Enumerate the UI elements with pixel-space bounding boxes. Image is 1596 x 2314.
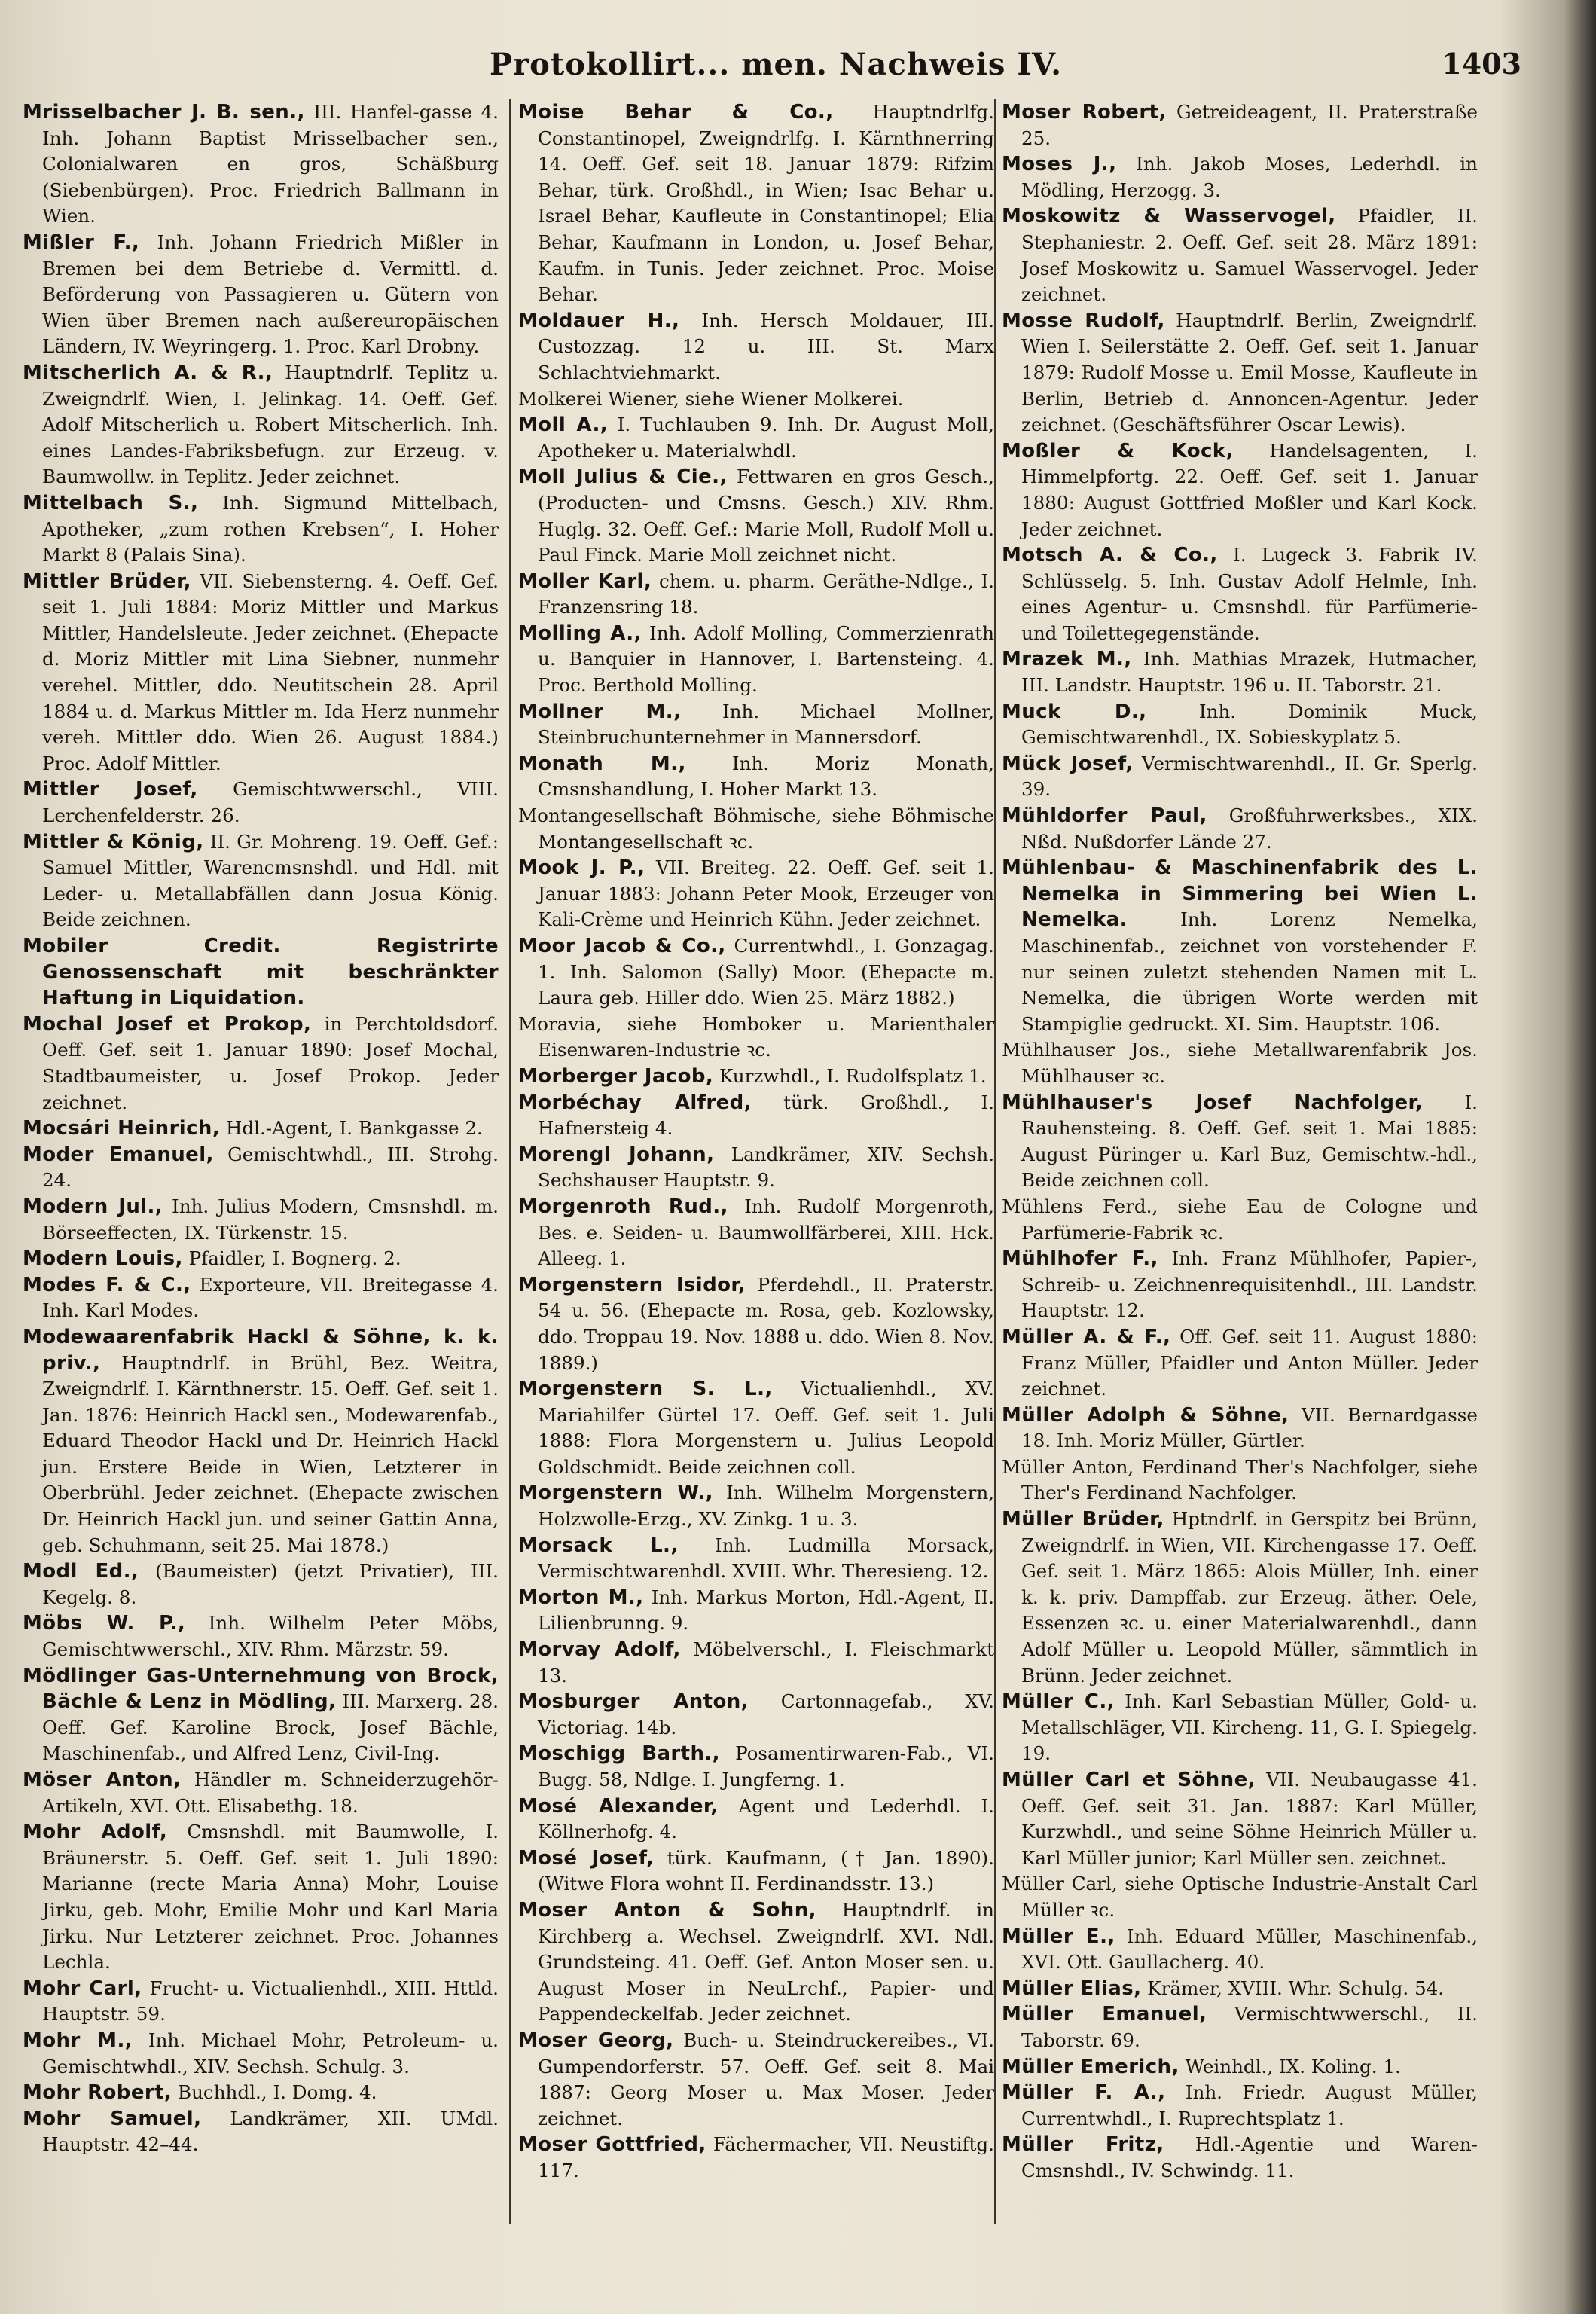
entry-text: Fächermacher, VII. Neustiftg. 117. (538, 2133, 994, 2181)
entry-name: Moschigg Barth., (518, 1742, 720, 1766)
entry-text: VII. Bernardgasse 18. Inh. Moriz Müller, Gürtler. (1021, 1403, 1478, 1452)
directory-entry (1002, 99, 1478, 151)
entry-text: Inh. Karl Sebastian Müller, Gold- u. Metallschläger, VII. Kircheng. 11, G. I. Spiegelg. 19. (1021, 1690, 1478, 1765)
entry-text: Hauptndrlf. in Brühl, Bez. Weitra, Zweigndrlf. I. Kärnthnerstr. 15. Oeff. Gef. seit 1. Jan. 1876: Heinrich Hackl sen., Modewarenfab., Eduard Theodor Hackl und Dr. Heinrich Hackl jun. Erstere Beide in Wien, Letzterer in Oberbrühl. Jeder zeichnet. (Ehepacte zwischen Dr. Heinrich Hackl jun. und seiner Gattin Anna, geb. Schuhmann, seit 25. Mai 1878.) (42, 1351, 499, 1556)
entry-name: Mohr M., (23, 2029, 133, 2052)
directory-entry (518, 1272, 994, 1376)
running-title: Protokollirt... men. Nachweis IV. (489, 47, 1063, 82)
directory-entry (23, 1116, 499, 1142)
entry-name: Möser Anton, (23, 1769, 182, 1791)
entry-name: Moser Georg, (518, 2029, 674, 2052)
entry-text: VII. Neubaugasse 41. Oeff. Gef. seit 31. Jan. 1887: Karl Müller, Kurzwhdl., und seine Söhne Heinrich Müller u. Karl Müller junior; Karl Müller sen. zeichnet. (1021, 1769, 1478, 1869)
entry-text: Kurzwhdl., I. Rudolfsplatz 1. (719, 1064, 987, 1087)
entry-text: in Perchtoldsdorf. Oeff. Gef. seit 1. Januar 1890: Josef Mochal, Stadtbaumeister, u. Josef Prokop. Jeder zeichnet. (42, 1012, 499, 1113)
entry-name: Mollner M., (518, 700, 682, 723)
entry-name: Mißler F., (23, 230, 140, 254)
directory-entry (23, 99, 499, 230)
directory-entry (518, 1689, 994, 1741)
entry-text: Inh. Johann Friedrich Mißler in Bremen bei dem Betriebe d. Vermittl. d. Beförderung von Passagieren u. Gütern von Wien über Bremen nach außereuropäischen Ländern, IV. Weyringerg. 1. Proc. Karl Drobny. (42, 230, 499, 358)
entry-name: Moskowitz & Wasservogel, (1002, 205, 1336, 228)
entry-text: türk. Großhdl., I. Hafnersteig 4. (538, 1091, 994, 1140)
entry-text: Hauptndrlf. Teplitz u. Zweigndrlf. Wien, I. Jelinkag. 14. Oeff. Gef. Adolf Mitscherlich u. Robert Mitscherlich. Inh. eines Landes-Fabriksbefugn. zur Erzeug. v. Baumwollw. in Teplitz. Jeder zeichnet. (42, 361, 499, 488)
entry-name: Modern Louis, (23, 1247, 183, 1271)
entry-text: Krämer, XVIII. Whr. Schulg. 54. (1147, 1977, 1445, 1999)
entry-name: Mrazek M., (1002, 648, 1132, 671)
entry-text: Inh. Michael Mollner, Steinbruchunternehmer in Mannersdorf. (538, 700, 994, 749)
directory-entry (518, 855, 994, 933)
entry-text: Inh. Sigmund Mittelbach, Apotheker, „zum rothen Krebsen“, I. Hoher Markt 8 (Palais Sina). (42, 491, 499, 566)
entry-name: Moll A., (518, 414, 609, 437)
directory-entry (1002, 646, 1478, 698)
directory-entry (23, 1324, 499, 1558)
entry-text: Müller Anton, Ferdinand Ther's Nachfolger, siehe Ther's Ferdinand Nachfolger. (1002, 1455, 1478, 1504)
entry-text: Inh. Wilhelm Peter Möbs, Gemischtwwerschl., XIV. Rhm. Märzstr. 59. (42, 1612, 499, 1661)
entry-text: Agent und Lederhdl. I. Köllnerhofg. 4. (538, 1794, 994, 1843)
directory-entry (23, 777, 499, 829)
entry-name: Monath M., (518, 752, 686, 775)
directory-entry (1002, 1689, 1478, 1767)
entry-text: Inh. Ludmilla Morsack, Vermischtwarenhdl. XVIII. Whr. Theresieng. 12. (538, 1534, 994, 1583)
entry-text: Handelsagenten, I. Himmelpfortg. 22. Oeff. Gef. seit 1. Januar 1880: August Gottfried Moßler und Karl Kock. Jeder zeichnet. (1021, 439, 1478, 540)
directory-entry (518, 1142, 994, 1194)
directory-entry (23, 829, 499, 933)
entry-name: Morsack L., (518, 1534, 679, 1557)
entry-name: Mödlinger Gas-Unternehmung von Brock, Bächle & Lenz in Mödling, (23, 1664, 499, 1714)
directory-entry (518, 99, 994, 308)
entry-text: Hdl.-Agent, I. Bankgasse 2. (225, 1117, 483, 1140)
directory-entry (23, 1194, 499, 1246)
directory-entry (1002, 2132, 1478, 2184)
entry-text: VII. Breiteg. 22. Oeff. Gef. seit 1. Januar 1883: Johann Peter Mook, Erzeuger von Kali-Crème und Heinrich Kühn. Jeder zeichnet. (538, 856, 994, 931)
entry-name: Müller Fritz, (1002, 2133, 1164, 2157)
entry-name: Mittelbach S., (23, 491, 199, 514)
entry-text: Moravia, siehe Homboker u. Marienthaler Eisenwaren-Industrie ꝛc. (518, 1012, 994, 1061)
entry-name: Modes F. & C., (23, 1273, 191, 1296)
entry-name: Mitscherlich A. & R., (23, 361, 273, 384)
directory-entry (518, 1741, 994, 1793)
directory-entry (1002, 438, 1478, 542)
directory-entry (1002, 308, 1478, 438)
directory-entry (23, 230, 499, 360)
entry-name: Moder Emanuel, (23, 1143, 214, 1166)
entry-text: Vermischtwarenhdl., II. Gr. Sperlg. 39. (1021, 752, 1478, 801)
directory-entry (1002, 1246, 1478, 1324)
directory-entry (1002, 1767, 1478, 1871)
entry-name: Mühldorfer Paul, (1002, 804, 1207, 828)
column-divider (994, 99, 996, 2224)
entry-text: VII. Siebensterng. 4. Oeff. Gef. seit 1. Juli 1884: Moriz Mittler und Markus Mittler, Handelsleute. Jeder zeichnet. (Ehepacte d. Moriz Mittler mit Lina Siebner, nunmehr verehel. Mittler, ddo. Neutitschein 28. April 1884 u. d. Markus Mittler m. Ida Herz nunmehr vereh. Mittler ddo. Wien 26. August 1884.) Proc. Adolf Mittler. (42, 569, 499, 774)
entry-text: Inh. Michael Mohr, Petroleum- u. Gemischtwhdl., XIV. Sechsh. Schulg. 3. (42, 2029, 499, 2077)
directory-entry (23, 1610, 499, 1662)
entry-text: I. Lugeck 3. Fabrik IV. Schlüsselg. 5. Inh. Gustav Adolf Helmle, Inh. eines Agentur- u. Cmsnshdl. für Parfümerie- und Toilettegegenstände. (1021, 544, 1478, 644)
entry-name: Morbéchay Alfred, (518, 1091, 752, 1114)
entry-name: Morgenstern S. L., (518, 1378, 773, 1401)
entry-text: Inh. Moriz Monath, Cmsnshandlung, I. Hoher Markt 13. (538, 752, 994, 801)
directory-entry (23, 1558, 499, 1610)
entry-name: Müller Brüder, (1002, 1508, 1164, 1531)
entry-text: Gemischtwwerschl., VIII. Lerchenfelderstr. 26. (42, 778, 499, 827)
entry-name: Morgenstern Isidor, (518, 1273, 746, 1296)
entry-text: Posamentirwaren-Fab., VI. Bugg. 58, Ndlge. I. Jungferng. 1. (538, 1742, 994, 1790)
entry-name: Müller E., (1002, 1925, 1115, 1948)
directory-entry (1002, 1037, 1478, 1089)
entry-text: Inh. Eduard Müller, Maschinenfab., XVI. Ott. Gaullacherg. 40. (1021, 1925, 1478, 1974)
entry-name: Mittler Brüder, (23, 569, 191, 593)
entry-name: Moßler & Kock, (1002, 439, 1234, 462)
column-1 (23, 99, 499, 2276)
entry-text: Victualienhdl., XV. Mariahilfer Gürtel 17. Oeff. Gef. seit 1. Juli 1888: Flora Morgenstern u. Julius Leopold Goldschmidt. Beide zeichnen coll. (538, 1378, 994, 1478)
entry-text: I. Tuchlauben 9. Inh. Dr. August Moll, Apotheker u. Materialwhdl. (538, 414, 994, 462)
directory-entry (1002, 803, 1478, 855)
directory-entry (1002, 1194, 1478, 1246)
entry-name: Motsch A. & Co., (1002, 544, 1218, 567)
directory-entry (1002, 151, 1478, 203)
entry-name: Mosse Rudolf, (1002, 309, 1165, 332)
directory-entry (518, 1585, 994, 1637)
entry-name: Modern Jul., (23, 1195, 163, 1218)
directory-entry (1002, 1455, 1478, 1507)
entry-text: Müller Carl, siehe Optische Industrie-Anstalt Carl Müller ꝛc. (1002, 1873, 1478, 1921)
entry-name: Mochal Josef et Prokop, (23, 1012, 312, 1036)
entry-name: Mosé Alexander, (518, 1794, 719, 1818)
entry-text: Inh. Julius Modern, Cmsnshdl. m. Börseeffecten, IX. Türkenstr. 15. (42, 1195, 499, 1244)
entry-name: Möbs W. P., (23, 1612, 186, 1635)
entry-name: Müller Emanuel, (1002, 2003, 1207, 2026)
page-number: 1403 (1442, 47, 1521, 81)
entry-text: Pfaidler, II. Stephaniestr. 2. Oeff. Gef. seit 28. März 1891: Josef Moskowitz u. Samuel Wasservogel. Jeder zeichnet. (1021, 205, 1478, 306)
directory-entry (23, 569, 499, 777)
directory-entry (518, 1637, 994, 1689)
entry-name: Moldauer H., (518, 309, 680, 332)
column-divider (509, 99, 511, 2224)
entry-text: Inh. Markus Morton, Hdl.-Agent, II. Lilienbrunng. 9. (538, 1586, 994, 1635)
entry-text: Off. Gef. seit 11. August 1880: Franz Müller, Pfaidler und Anton Müller. Jeder zeichnet. (1021, 1325, 1478, 1400)
entry-name: Morgenroth Rud., (518, 1195, 728, 1218)
entry-text: Fettwaren en gros Gesch., (Producten- und Cmsns. Gesch.) XIV. Rhm. Huglg. 32. Oeff. Gef.: Marie Moll, Rudolf Moll u. Paul Finck. Marie Moll zeichnet nicht. (538, 466, 994, 566)
entry-name: Mohr Adolf, (23, 1821, 168, 1844)
entry-text: türk. Kaufmann, († Jan. 1890). (Witwe Flora wohnt II. Ferdinandsstr. 13.) (538, 1846, 994, 1895)
directory-entry (518, 2132, 994, 2184)
entry-text: Weinhdl., IX. Koling. 1. (1185, 2055, 1401, 2077)
entry-text: Vermischtwwerschl., II. Taborstr. 69. (1021, 2003, 1478, 2051)
entry-text: Hptndrlf. in Gerspitz bei Brünn, Zweigndrlf. in Wien, VII. Kirchengasse 17. Oeff. Gef. seit 1. März 1865: Alois Müller, Inh. einer k. k. priv. Dampffab. zur Erzeug. äther. Oele, Essenzen ꝛc. u. einer Materialwarenhdl., dann Adolf Müller u. Leopold Müller, sämmtlich in Brünn. Jeder zeichnet. (1021, 1508, 1478, 1687)
entry-name: Modl Ed., (23, 1560, 139, 1583)
directory-entry (1002, 699, 1478, 751)
entry-name: Morberger Jacob, (518, 1064, 714, 1088)
entry-text: Exporteure, VII. Breitegasse 4. Inh. Karl Modes. (42, 1273, 499, 1322)
directory-entry (23, 1246, 499, 1272)
directory-entry (518, 386, 994, 413)
entry-name: Mrisselbacher J. B. sen., (23, 101, 305, 124)
entry-text: Inh. Franz Mühlhofer, Papier-, Schreib- u. Zeichnenrequisitenhdl., III. Landstr. Hauptstr. 12. (1021, 1247, 1478, 1322)
entry-name: Müller Emerich, (1002, 2055, 1179, 2078)
entry-name: Müller F. A., (1002, 2081, 1166, 2105)
entry-name: Moor Jacob & Co., (518, 935, 726, 957)
directory-entry (1002, 1976, 1478, 2002)
column-3 (1002, 99, 1478, 2276)
entry-text: Inh. Lorenz Nemelka, Maschinenfab., zeichnet von vorstehender F. nur seinen zuletzt stehenden Namen mit L. Nemelka, die übrigen Worte werden mit Stampiglie gedruckt. XI. Sim. Hauptstr. 106. (1021, 908, 1478, 1035)
entry-text: Inh. Wilhelm Morgenstern, Holzwolle-Erzg., XV. Zinkg. 1 u. 3. (538, 1482, 994, 1531)
directory-entry (1002, 2054, 1478, 2080)
directory-entry (23, 490, 499, 569)
directory-entry (518, 1897, 994, 2028)
entry-text: Möbelverschl., I. Fleischmarkt 13. (538, 1638, 994, 1687)
entry-text: Landkrämer, XII. UMdl. Hauptstr. 42–44. (42, 2107, 499, 2156)
entry-name: Mittler Josef, (23, 778, 198, 801)
entry-name: Müller Adolph & Söhne, (1002, 1403, 1289, 1427)
directory-entry (23, 1142, 499, 1194)
entry-text: III. Marxerg. 28. Oeff. Gef. Karoline Brock, Josef Bächle, Maschinenfab., und Alfred Lenz, Civil-Ing. (42, 1690, 499, 1765)
entry-text: (Baumeister) (jetzt Privatier), III. Kegelg. 8. (42, 1560, 499, 1608)
entry-name: Mohr Robert, (23, 2081, 172, 2105)
entry-text: Hauptndrlf. in Kirchberg a. Wechsel. Zweigndrlf. XVI. Ndl. Grundsteing. 41. Oeff. Gef. Anton Moser sen. u. August Moser in NeuLrchf., Papier- und Pappendeckelfab. Jeder zeichnet. (538, 1898, 994, 2026)
entry-text: Inh. Jakob Moses, Lederhdl. in Mödling, Herzogg. 3. (1021, 153, 1478, 201)
directory-entry (23, 1976, 499, 2028)
entry-text: Hdl.-Agentie und Waren-Cmsnshdl., IV. Schwindg. 11. (1021, 2133, 1478, 2181)
entry-text: Cartonnagefab., XV. Victoriag. 14b. (538, 1690, 994, 1739)
directory-entry (1002, 542, 1478, 646)
entry-name: Mühlhofer F., (1002, 1247, 1158, 1271)
entry-text: Händler m. Schneiderzugehör-Artikeln, XVI. Ott. Elisabethg. 18. (42, 1769, 499, 1817)
column-2 (518, 99, 994, 2276)
entry-text: Großfuhrwerksbes., XIX. Nßd. Nußdorfer Lände 27. (1021, 804, 1478, 853)
directory-entry (518, 1794, 994, 1845)
entry-text: Gemischtwhdl., III. Strohg. 24. (42, 1143, 499, 1192)
entry-text: II. Gr. Mohreng. 19. Oeff. Gef.: Samuel Mittler, Warencmsnshdl. und Hdl. mit Leder- u. Metallabfällen dann Josua König. Beide zeichnen. (42, 830, 499, 931)
directory-entry (518, 569, 994, 621)
entry-name: Moser Robert, (1002, 101, 1167, 124)
directory-entry (518, 621, 994, 699)
entry-text: Inh. Rudolf Morgenroth, Bes. e. Seiden- u. Baumwollfärberei, XIII. Hck. Alleeg. 1. (538, 1195, 994, 1270)
entry-name: Mook J. P., (518, 856, 645, 880)
directory-entry (518, 1012, 994, 1064)
entry-name: Morvay Adolf, (518, 1638, 681, 1662)
entry-name: Moller Karl, (518, 569, 652, 593)
directory-entry (23, 1819, 499, 1976)
entry-text: Pfaidler, I. Bognerg. 2. (188, 1247, 401, 1270)
directory-entry (518, 803, 994, 855)
entry-text: Landkrämer, XIV. Sechsh. Sechshauser Hauptstr. 9. (538, 1143, 994, 1192)
entry-name: Morgenstern W., (518, 1482, 713, 1505)
entry-text: Mühlens Ferd., siehe Eau de Cologne und Parfümerie-Fabrik ꝛc. (1002, 1195, 1478, 1244)
entry-text: Hauptndrlf. Berlin, Zweigndrlf. Wien I. Seilerstätte 2. Oeff. Gef. seit 1. Januar 1879: Rudolf Mosse u. Emil Mosse, Kaufleute in Berlin, Betrieb d. Annoncen-Agentur. Jeder zeichnet. (Geschäftsführer Oscar Lewis). (1021, 309, 1478, 436)
directory-entry (518, 751, 994, 803)
directory-entry (518, 1064, 994, 1090)
directory-entry (23, 1012, 499, 1116)
entry-name: Moser Gottfried, (518, 2133, 706, 2157)
directory-entry (1002, 855, 1478, 1037)
directory-entry (518, 1090, 994, 1142)
entry-text: Hauptndrlfg. Constantinopel, Zweigndrlfg. I. Kärnthnerring 14. Oeff. Gef. seit 18. Januar 1879: Rifzim Behar, türk. Großhdl., in Wien; Isac Behar u. Israel Behar, Kaufleute in Constantinopel; Elia Behar, Kaufmann in London, u. Josef Behar, Kaufm. in Tunis. Jeder zeichnet. Proc. Moise Behar. (538, 101, 994, 306)
directory-entry (1002, 2001, 1478, 2053)
entry-text: III. Hanfel-gasse 4. Inh. Johann Baptist Mrisselbacher sen., Colonialwaren en gros, Schäßburg (Siebenbürgen). Proc. Friedrich Ballmann in Wien. (42, 101, 499, 227)
entry-text: Inh. Dominik Muck, Gemischtwarenhdl., IX. Sobieskyplatz 5. (1021, 700, 1478, 749)
entry-name: Moses J., (1002, 153, 1117, 176)
entry-text: Buchhdl., I. Domg. 4. (178, 2081, 377, 2104)
directory-entry (23, 2106, 499, 2158)
entry-text: Inh. Hersch Moldauer, III. Custozzag. 12 u. III. St. Marx Schlachtviehmarkt. (538, 309, 994, 383)
entry-name: Mohr Carl, (23, 1977, 142, 2000)
directory-entry (1002, 2080, 1478, 2132)
directory-entry (518, 464, 994, 568)
directory-entry (1002, 203, 1478, 307)
directory-entry (23, 360, 499, 490)
directory-entry (23, 1767, 499, 1819)
directory-entry (1002, 1871, 1478, 1923)
directory-entry (518, 308, 994, 386)
directory-entry (23, 933, 499, 1012)
entry-name: Modewaarenfabrik Hackl & Söhne, k. k. priv., (23, 1325, 499, 1375)
directory-entry (1002, 1507, 1478, 1689)
entry-text: Cmsnshdl. mit Baumwolle, I. Bräunerstr. 5. Oeff. Gef. seit 1. Juli 1890: Marianne (recte Maria Anna) Mohr, Louise Jirku, geb. Mohr, Emilie Mohr und Karl Maria Jirku. Nur Letzterer zeichnet. Proc. Johannes Lechla. (42, 1821, 499, 1974)
directory-entry (1002, 1403, 1478, 1455)
entry-text: chem. u. pharm. Geräthe-Ndlge., I. Franzensring 18. (538, 569, 994, 618)
entry-name: Müller Carl et Söhne, (1002, 1769, 1256, 1791)
directory-entry (23, 1272, 499, 1324)
entry-text: Getreideagent, II. Praterstraße 25. (1021, 101, 1478, 149)
entry-name: Molling A., (518, 621, 642, 645)
directory-entry (518, 1533, 994, 1585)
directory-entry (518, 1845, 994, 1897)
entry-name: Morton M., (518, 1586, 644, 1609)
entry-name: Moser Anton & Sohn, (518, 1898, 816, 1922)
entry-text: Inh. Friedr. August Müller, Currentwhdl., I. Ruprechtsplatz 1. (1021, 2081, 1478, 2129)
entry-name: Mosburger Anton, (518, 1690, 749, 1714)
directory-entry (1002, 1090, 1478, 1194)
entry-name: Morengl Johann, (518, 1143, 715, 1166)
entry-text: Currentwhdl., I. Gonzagag. 1. Inh. Salomon (Sally) Moor. (Ehepacte m. Laura geb. Hiller ddo. Wien 25. März 1882.) (538, 935, 994, 1009)
entry-name: Müller A. & F., (1002, 1325, 1171, 1348)
directory-entry (518, 412, 994, 464)
directory-entry (518, 1480, 994, 1532)
directory-entry (23, 2028, 499, 2080)
entry-name: Mosé Josef, (518, 1846, 655, 1870)
directory-entry (518, 1376, 994, 1480)
directory-entry (1002, 1924, 1478, 1976)
entry-text: Buch- u. Steindruckereibes., VI. Gumpendorferstr. 57. Oeff. Gef. seit 8. Mai 1887: Georg Moser u. Max Moser. Jeder zeichnet. (538, 2029, 994, 2129)
directory-entry (23, 1663, 499, 1767)
entry-name: Mocsári Heinrich, (23, 1117, 221, 1140)
entry-name: Mohr Samuel, (23, 2107, 202, 2130)
entry-text: Inh. Adolf Molling, Commerzienrath u. Banquier in Hannover, I. Bartensteing. 4. Proc. Berthold Molling. (538, 621, 994, 697)
entry-text: Frucht- u. Victualienhdl., XIII. Httld. Hauptstr. 59. (42, 1977, 499, 2026)
page-header (30, 44, 1521, 96)
entry-name: Moise Behar & Co., (518, 101, 834, 124)
directory-entry (518, 1194, 994, 1272)
entry-name: Moll Julius & Cie., (518, 466, 728, 489)
entry-text: Pferdehdl., II. Praterstr. 54 u. 56. (Ehepacte m. Rosa, geb. Kozlowsky, ddo. Troppau 19. Nov. 1888 u. ddo. Wien 8. Nov. 1889.) (538, 1273, 994, 1374)
entry-text: Montangesellschaft Böhmische, siehe Böhmische Montangesellschaft ꝛc. (518, 804, 994, 853)
directory-entry (518, 699, 994, 751)
directory-entry (23, 2080, 499, 2106)
entry-name: Mittler & König, (23, 830, 204, 853)
entry-name: Müller C., (1002, 1690, 1115, 1714)
directory-entry (518, 2028, 994, 2132)
entry-name: Mück Josef, (1002, 752, 1134, 775)
entry-text: Mühlhauser Jos., siehe Metallwarenfabrik Jos. Mühlhauser ꝛc. (1002, 1039, 1478, 1087)
directory-entry (1002, 1324, 1478, 1403)
entry-name: Mobiler Credit. Registrirte Genossenschaft mit beschränkter Haftung in Liquidation. (23, 935, 499, 1010)
entry-text: Inh. Mathias Mrazek, Hutmacher, III. Landstr. Hauptstr. 196 u. II. Taborstr. 21. (1021, 648, 1478, 697)
entry-name: Müller Elias, (1002, 1977, 1142, 2000)
entry-name: Muck D., (1002, 700, 1147, 723)
entry-name: Mühlenbau- & Maschinenfabrik des L. Nemelka in Simmering bei Wien L. Nemelka. (1002, 856, 1478, 932)
entry-name: Mühlhauser's Josef Nachfolger, (1002, 1091, 1424, 1114)
directory-entry (1002, 751, 1478, 803)
entry-text: I. Rauhensteing. 8. Oeff. Gef. seit 1. Mai 1885: August Püringer u. Karl Buz, Gemischtw.-hdl., Beide zeichnen coll. (1021, 1091, 1478, 1192)
directory-entry (518, 933, 994, 1012)
entry-text: Molkerei Wiener, siehe Wiener Molkerei. (518, 387, 904, 410)
